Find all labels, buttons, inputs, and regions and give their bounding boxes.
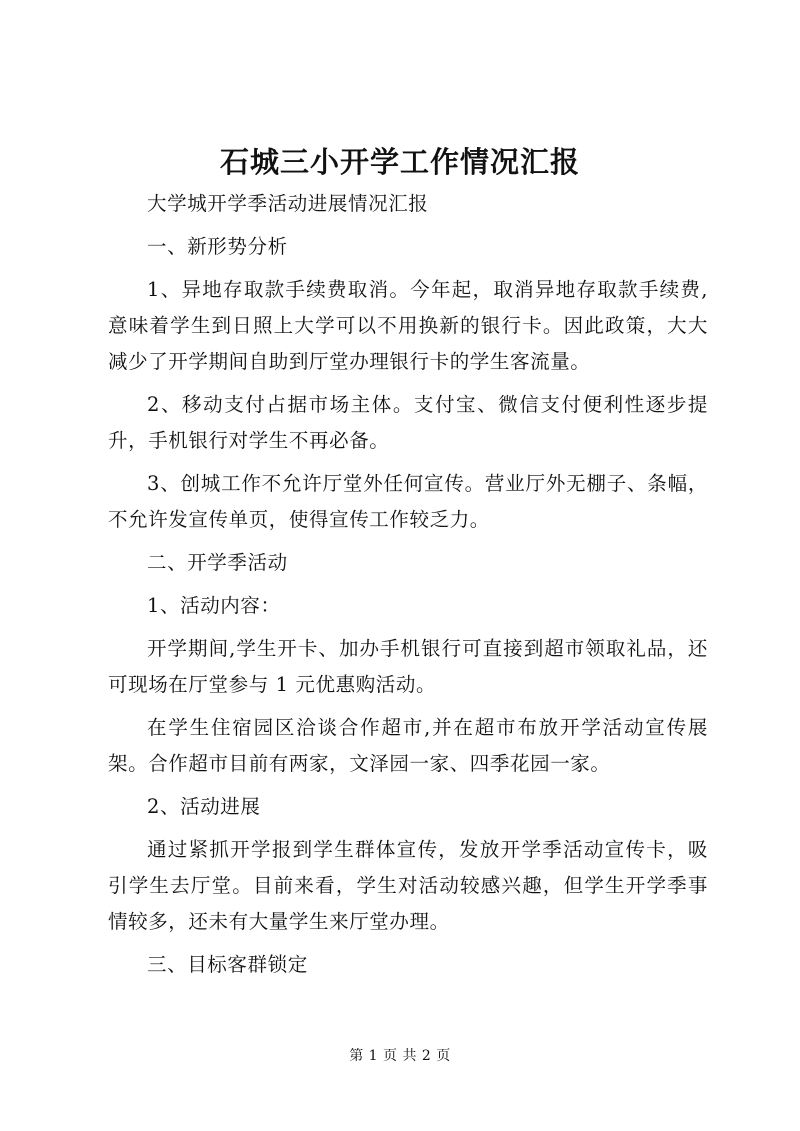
paragraph-subtitle: 大学城开学季活动进展情况汇报 (147, 192, 429, 215)
section-heading-3: 三、目标客群锁定 (147, 953, 308, 976)
paragraph-item-3: 3、创城工作不允许厅堂外任何宣传。营业厅外无棚子、条幅，不允许发宣传单页，使得宣传工作较乏力。 (108, 472, 708, 531)
subheading-activity-content: 1、活动内容： (147, 594, 281, 617)
paragraph-item-1: 1、异地存取款手续费取消。今年起，取消异地存取款手续费,意味着学生到日照上大学可以不用换新的银行卡。因此政策，大大减少了开学期间自助到厅堂办理银行卡的学生客流量。 (108, 278, 708, 373)
section-heading-2: 二、开学季活动 (147, 551, 288, 574)
paragraph-item-2: 2、移动支付占据市场主体。支付宝、微信支付便利性逐步提升，手机银行对学生不再必备。 (108, 393, 708, 452)
section-heading-1: 一、新形势分析 (147, 235, 288, 258)
paragraph-activity-content-2: 在学生住宿园区洽谈合作超市,并在超市布放开学活动宣传展架。合作超市目前有两家，文泽园一家、四季花园一家。 (108, 716, 708, 775)
page-number-footer: 第 1 页 共 2 页 (349, 1048, 451, 1064)
paragraph-activity-progress: 通过紧抓开学报到学生群体宣传，发放开学季活动宣传卡，吸引学生去厅堂。目前来看，学生对活动较感兴趣，但学生开学季事情较多，还未有大量学生来厅堂办理。 (108, 838, 708, 933)
subheading-activity-progress: 2、活动进展 (147, 795, 261, 818)
paragraph-activity-content-1: 开学期间,学生开卡、加办手机银行可直接到超市领取礼品，还可现场在厅堂参与 1 元优惠购活动。 (108, 637, 708, 696)
document-body (108, 186, 708, 983)
document-title: 石城三小开学工作情况汇报 (219, 145, 580, 179)
